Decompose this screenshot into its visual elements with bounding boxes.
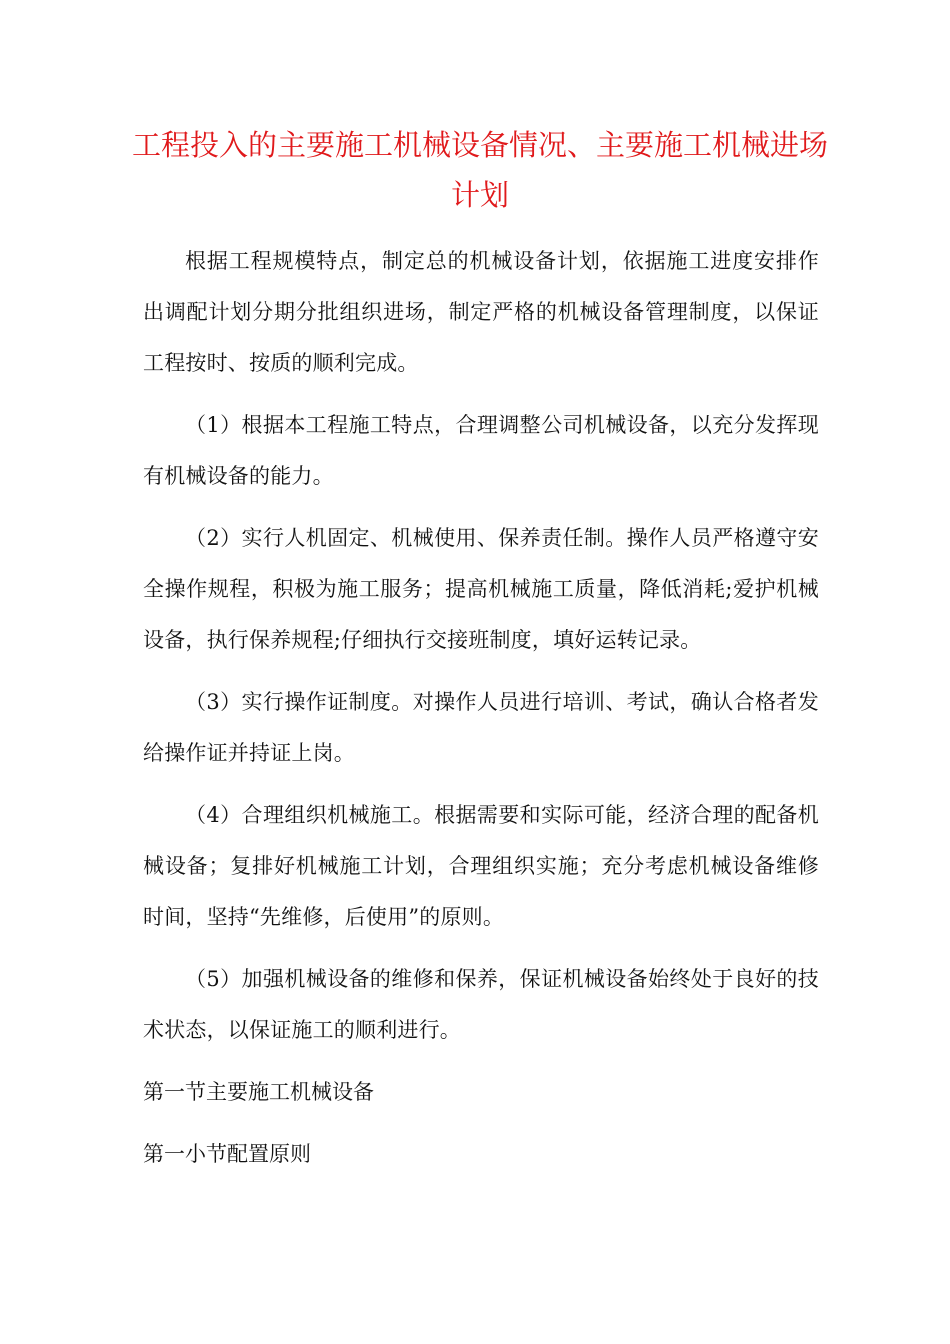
- document-title: 工程投入的主要施工机械设备情况、主要施工机械进场计划: [131, 128, 828, 212]
- list-item-1: （1）根据本工程施工特点，合理调整公司机械设备，以充分发挥现有机械设备的能力。: [143, 413, 819, 488]
- subsection-heading: 第一小节配置原则: [143, 1142, 311, 1166]
- intro-paragraph: 根据工程规模特点，制定总的机械设备计划，依据施工进度安排作出调配计划分期分批组织进场，制定严格的机械设备管理制度，以保证工程按时、按质的顺利完成。: [143, 249, 819, 375]
- list-item-3: （3）实行操作证制度。对操作人员进行培训、考试，确认合格者发给操作证并持证上岗。: [143, 690, 819, 765]
- document-body: [143, 236, 819, 1191]
- list-item-4: （4）合理组织机械施工。根据需要和实际可能，经济合理的配备机械设备；复排好机械施工计划，合理组织实施；充分考虑机械设备维修时间，坚持“先维修，后使用”的原则。: [143, 803, 819, 929]
- list-item-2: （2）实行人机固定、机械使用、保养责任制。操作人员严格遵守安全操作规程，积极为施工服务；提高机械施工质量，降低消耗;爱护机械设备，执行保养规程;仔细执行交接班制度，填好运转记录。: [143, 526, 819, 652]
- list-item-5: （5）加强机械设备的维修和保养，保证机械设备始终处于良好的技术状态，以保证施工的顺利进行。: [143, 967, 819, 1042]
- section-heading: 第一节主要施工机械设备: [143, 1080, 374, 1104]
